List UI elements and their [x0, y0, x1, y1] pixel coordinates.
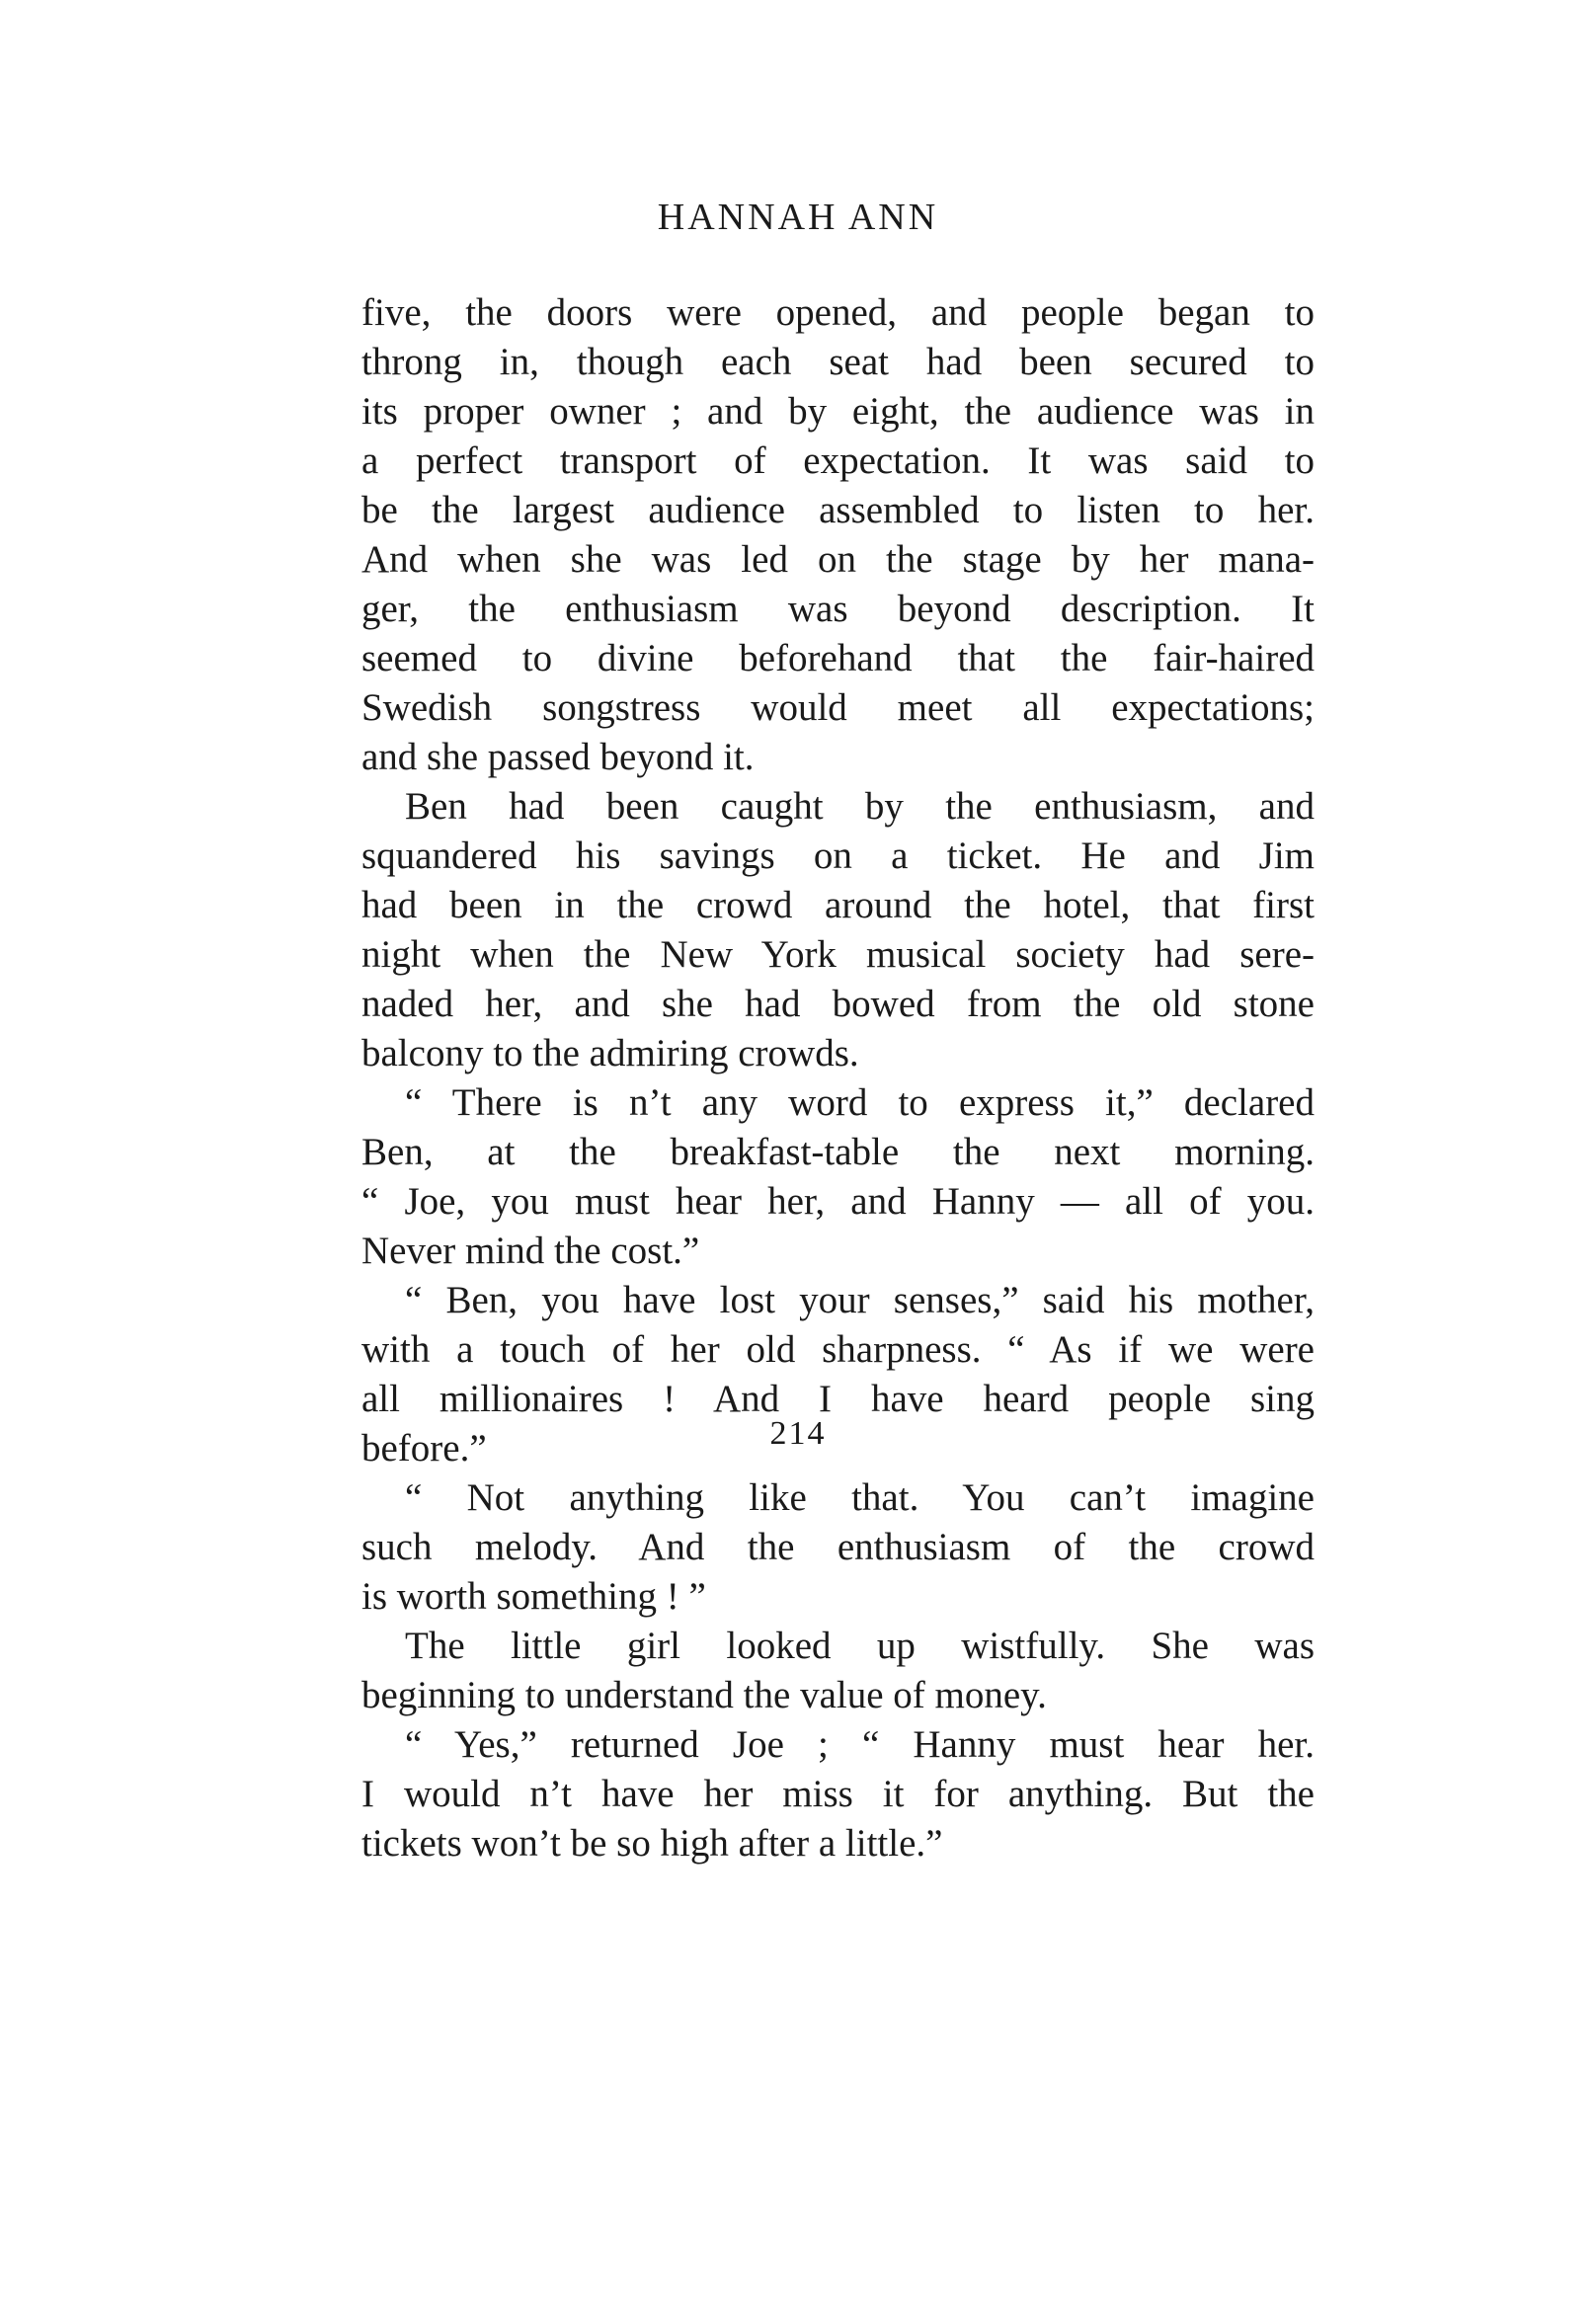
text-line: balcony to the admiring crowds. — [361, 1032, 859, 1074]
text-line: and she passed beyond it. — [361, 736, 755, 778]
text-line: with a touch of her old sharpness. “ As if we were — [361, 1328, 1315, 1371]
text-line: tickets won’t be so high after a little.” — [361, 1822, 943, 1865]
text-line: ger, the enthusiasm was beyond description. It — [361, 588, 1315, 630]
text-line: beginning to understand the value of money. — [361, 1674, 1047, 1716]
text-line: “ Joe, you must hear her, and Hanny — all of you. — [361, 1180, 1315, 1223]
text-line: five, the doors were opened, and people began to — [361, 291, 1315, 334]
text-line: a perfect transport of expectation. It was said to — [361, 439, 1315, 482]
text-line: Swedish songstress would meet all expectations; — [361, 686, 1315, 729]
text-line: such melody. And the enthusiasm of the crowd — [361, 1526, 1315, 1568]
text-line: throng in, though each seat had been secured to — [361, 341, 1315, 383]
text-line: “ Ben, you have lost your senses,” said his mother, — [405, 1279, 1315, 1321]
body-text — [361, 288, 1315, 1868]
text-line: “ Yes,” returned Joe ; “ Hanny must hear her. — [405, 1723, 1315, 1766]
text-line: be the largest audience assembled to listen to her. — [361, 489, 1315, 531]
text-line: And when she was led on the stage by her mana- — [361, 538, 1315, 581]
text-line: “ There is n’t any word to express it,” declared — [405, 1081, 1315, 1124]
page-number: 214 — [769, 1415, 827, 1452]
text-line: The little girl looked up wistfully. She was — [405, 1625, 1315, 1667]
text-line: night when the New York musical society had sere- — [361, 933, 1315, 976]
text-line: its proper owner ; and by eight, the audience was in — [361, 390, 1315, 433]
text-line: before.” — [361, 1427, 487, 1470]
text-line: Ben, at the breakfast-table the next morning. — [361, 1131, 1315, 1173]
text-line: is worth something ! ” — [361, 1575, 706, 1618]
text-line: “ Not anything like that. You can’t imagine — [405, 1476, 1315, 1519]
text-line: Ben had been caught by the enthusiasm, and — [405, 785, 1315, 828]
running-head: HANNAH ANN — [657, 197, 939, 238]
text-line: all millionaires ! And I have heard people sing — [361, 1378, 1315, 1420]
text-line: Never mind the cost.” — [361, 1230, 700, 1272]
text-line: squandered his savings on a ticket. He and Jim — [361, 834, 1315, 877]
text-line: naded her, and she had bowed from the old stone — [361, 983, 1315, 1025]
text-line: seemed to divine beforehand that the fair-haired — [361, 637, 1315, 679]
text-line: had been in the crowd around the hotel, that first — [361, 884, 1315, 926]
text-line: I would n’t have her miss it for anything. But the — [361, 1773, 1315, 1815]
